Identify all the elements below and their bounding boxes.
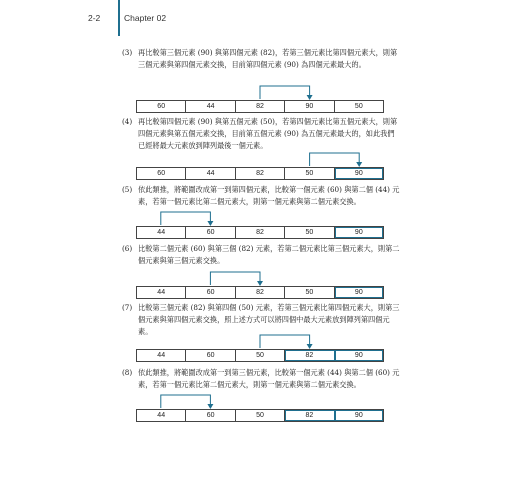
array-diagram	[136, 387, 384, 439]
swap-arrow	[136, 204, 384, 226]
step-description: 再比較第四個元素 (90) 與第五個元素 (50)，若第四個元素比第五個元素大，則第四個元素與第五個元素交換，目前第五個元素 (90) 為五個元素最大的，如此我們已經將最大元素放到陣列最後一個元素。	[138, 117, 398, 150]
array-cell: 60	[186, 227, 235, 238]
array-cell: 50	[236, 410, 285, 421]
array-cell: 82	[236, 287, 285, 298]
array-cell: 50	[285, 227, 334, 238]
step-description: 比較第三個元素 (82) 與第四個 (50) 元素，若第三個元素比第四個元素大，則第三個元素與第四個元素交換，照上述方式可以將四個中最大元素放到陣列第四個元素。	[138, 303, 400, 336]
array-cell-sorted: 90	[335, 410, 383, 421]
array-cell-sorted: 82	[285, 410, 334, 421]
swap-arrow-line	[161, 395, 211, 408]
array-row	[136, 409, 384, 422]
array-cell-sorted: 90	[335, 287, 383, 298]
step-number: (5)	[122, 185, 133, 194]
array-row	[136, 100, 384, 113]
array-cell: 44	[137, 410, 186, 421]
array-cell: 60	[186, 287, 235, 298]
swap-arrow-line	[310, 153, 360, 166]
array-cell: 50	[285, 287, 334, 298]
array-cell: 90	[285, 101, 334, 112]
array-cell: 44	[137, 350, 186, 361]
step-3-text	[122, 47, 400, 71]
array-row	[136, 167, 384, 180]
step-number: (3)	[122, 48, 133, 57]
array-cell: 60	[186, 410, 235, 421]
step-description: 比較第二個元素 (60) 與第三個 (82) 元素，若第二個元素比第三個元素大，則第二個元素與第三個元素交換。	[138, 244, 400, 265]
swap-arrow-line	[210, 272, 260, 285]
array-cell: 44	[186, 101, 235, 112]
step-description: 依此類推，將範圍改成第一到第四個元素，比較第一個元素 (60) 與第二個 (44) 元素，若第一個元素比第二個元素大，則第一個元素與第二個元素交換。	[138, 185, 400, 206]
swap-arrow	[136, 145, 384, 167]
array-cell-sorted: 90	[335, 350, 383, 361]
swap-arrow	[136, 327, 384, 349]
array-cell-sorted: 90	[335, 227, 383, 238]
array-row	[136, 286, 384, 299]
array-cell: 60	[137, 101, 186, 112]
array-cell-sorted: 90	[335, 168, 383, 179]
swap-arrow-line	[260, 335, 310, 348]
array-cell: 44	[137, 227, 186, 238]
array-cell: 60	[137, 168, 186, 179]
array-cell: 50	[354, 103, 363, 110]
array-cell: 50	[285, 168, 334, 179]
array-cell: 44	[137, 287, 186, 298]
step-description: 依此類推，將範圍改成第一到第三個元素，比較第一個元素 (44) 與第二個 (60) 元素，若第一個元素比第二個元素大，則第一個元素與第二個元素交換。	[138, 368, 400, 389]
array-row	[136, 226, 384, 239]
step-number: (6)	[122, 244, 133, 253]
array-cell: 44	[186, 168, 235, 179]
step-number: (4)	[122, 117, 133, 126]
step-number: (7)	[122, 303, 133, 312]
array-cell: 50	[236, 350, 285, 361]
swap-arrow	[136, 387, 384, 409]
swap-arrow-line	[260, 86, 310, 99]
swap-arrow	[136, 78, 384, 100]
array-row	[136, 349, 384, 362]
array-cell: 60	[186, 350, 235, 361]
array-cell: 82	[236, 227, 285, 238]
swap-arrow-line	[161, 212, 211, 225]
swap-arrow	[136, 264, 384, 286]
step-number: (8)	[122, 368, 133, 377]
array-cell-sorted: 82	[285, 350, 334, 361]
array-cell: 82	[236, 101, 285, 112]
step-description: 再比較第三個元素 (90) 與第四個元素 (82)，若第三個元素比第四個元素大，則第三個元素與第四個元素交換，目前第四個元素 (90) 為四個元素最大的。	[138, 48, 398, 69]
chapter-title: Chapter 02	[124, 13, 167, 23]
page-number: 2-2	[88, 13, 101, 23]
header-divider	[118, 0, 120, 36]
array-cell: 82	[236, 168, 285, 179]
